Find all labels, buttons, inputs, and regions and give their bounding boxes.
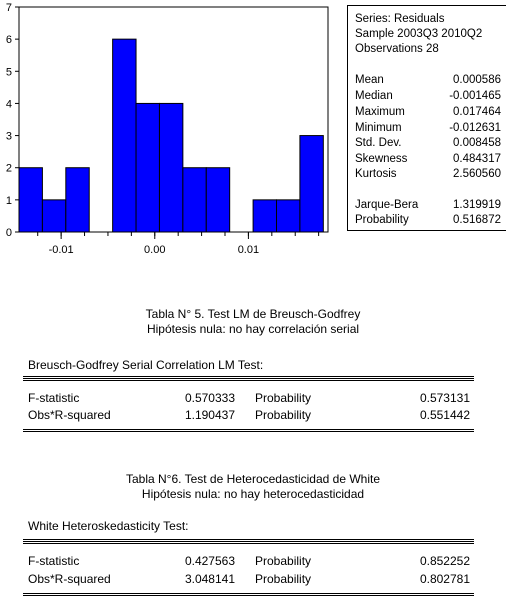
probability-label: Probability [255, 554, 312, 568]
stats-series: Series: Residuals [355, 13, 445, 25]
table6-top-rule [23, 539, 474, 540]
histogram-bar [159, 103, 182, 232]
probability-label: Probability [255, 572, 312, 586]
probability-value: 0.852252 [419, 554, 470, 568]
table6-bottom-rule [23, 593, 474, 596]
stat-label: F-statistic [28, 391, 80, 405]
table6-caption-title: Tabla N°6. Test de Heterocedasticidad de White [125, 472, 381, 486]
stats-label: Probability [355, 214, 409, 226]
stats-value: -0.012631 [449, 122, 501, 134]
stat-label: Obs*R-squared [28, 572, 111, 586]
table-row [28, 572, 470, 588]
y-tick-label: 7 [5, 2, 12, 14]
stats-label: Median [355, 90, 393, 102]
stats-row [355, 137, 501, 152]
stats-row [355, 74, 501, 89]
histogram-bar [113, 39, 136, 232]
probability-value: 0.802781 [419, 572, 470, 586]
x-tick-label: 0.00 [144, 244, 166, 256]
histogram-bar [42, 200, 65, 232]
table5-double-rule [23, 378, 474, 381]
table-row [28, 391, 470, 407]
stats-value: 0.000586 [453, 74, 501, 86]
histogram-bar [277, 200, 300, 232]
table6-caption-hypothesis: Hipótesis nula: no hay heterocedasticidad [141, 487, 365, 501]
stat-label: Obs*R-squared [28, 408, 111, 422]
residuals-stats-box [347, 5, 506, 231]
table5-bottom-rule [23, 429, 474, 432]
y-tick-label: 0 [5, 227, 12, 239]
histogram-bar [136, 103, 159, 232]
stat-value: 3.048141 [184, 572, 235, 586]
probability-label: Probability [255, 408, 312, 422]
y-tick-label: 3 [5, 130, 12, 143]
stats-label: Skewness [355, 153, 408, 165]
stats-sample: Sample 2003Q3 2010Q2 [355, 28, 483, 40]
stats-value: 2.560560 [453, 168, 501, 180]
stats-observations: Observations 28 [355, 43, 439, 55]
residuals-histogram [0, 0, 340, 265]
stats-row [355, 106, 501, 121]
table5-caption-hypothesis: Hipótesis nula: no hay correlación serial [146, 322, 360, 336]
histogram-bar [19, 168, 42, 232]
stats-label: Std. Dev. [355, 137, 402, 149]
probability-value: 0.551442 [419, 408, 470, 422]
histogram-bar [183, 168, 206, 232]
table5-caption-title: Tabla N° 5. Test LM de Breusch-Godfrey [145, 307, 361, 321]
stat-value: 0.570333 [184, 391, 235, 405]
stats-row [355, 168, 501, 183]
stats-label: Maximum [355, 106, 405, 118]
histogram-bar [300, 136, 323, 232]
table5-top-rule [23, 376, 474, 377]
stat-value: 0.427563 [184, 554, 235, 568]
stats-row [355, 214, 501, 229]
stats-row [355, 199, 501, 214]
stats-value: 1.319919 [453, 199, 501, 211]
stats-value: 0.017464 [453, 106, 501, 118]
y-tick-label: 5 [5, 66, 12, 79]
table5-title: Breusch-Godfrey Serial Correlation LM Test: [28, 358, 264, 372]
stat-label: F-statistic [28, 554, 80, 568]
stats-label: Mean [355, 74, 384, 86]
probability-label: Probability [255, 391, 312, 405]
stats-row [355, 153, 501, 168]
stats-value: 0.516872 [453, 214, 501, 226]
probability-value: 0.573131 [419, 391, 470, 405]
stat-value: 1.190437 [184, 408, 235, 422]
y-tick-label: 1 [5, 194, 12, 207]
stats-value: 0.008458 [453, 137, 501, 149]
histogram-bar [253, 200, 276, 232]
stats-row [355, 90, 501, 105]
table-row [28, 408, 470, 424]
y-tick-label: 2 [5, 162, 12, 175]
y-tick-label: 4 [5, 98, 12, 111]
x-tick-label: -0.01 [48, 244, 74, 256]
table6-double-rule [23, 541, 474, 544]
table6-title: White Heteroskedasticity Test: [28, 519, 189, 533]
y-tick-label: 6 [5, 34, 12, 47]
stats-row [355, 122, 501, 137]
histogram-bar [66, 168, 89, 232]
stats-label: Kurtosis [355, 168, 397, 180]
stats-value: -0.001465 [449, 90, 501, 102]
stats-label: Minimum [355, 122, 402, 134]
table-row [28, 554, 470, 570]
stats-label: Jarque-Bera [355, 199, 419, 211]
histogram-bar [206, 168, 229, 232]
x-tick-label: 0.01 [237, 244, 260, 256]
stats-value: 0.484317 [453, 153, 501, 165]
